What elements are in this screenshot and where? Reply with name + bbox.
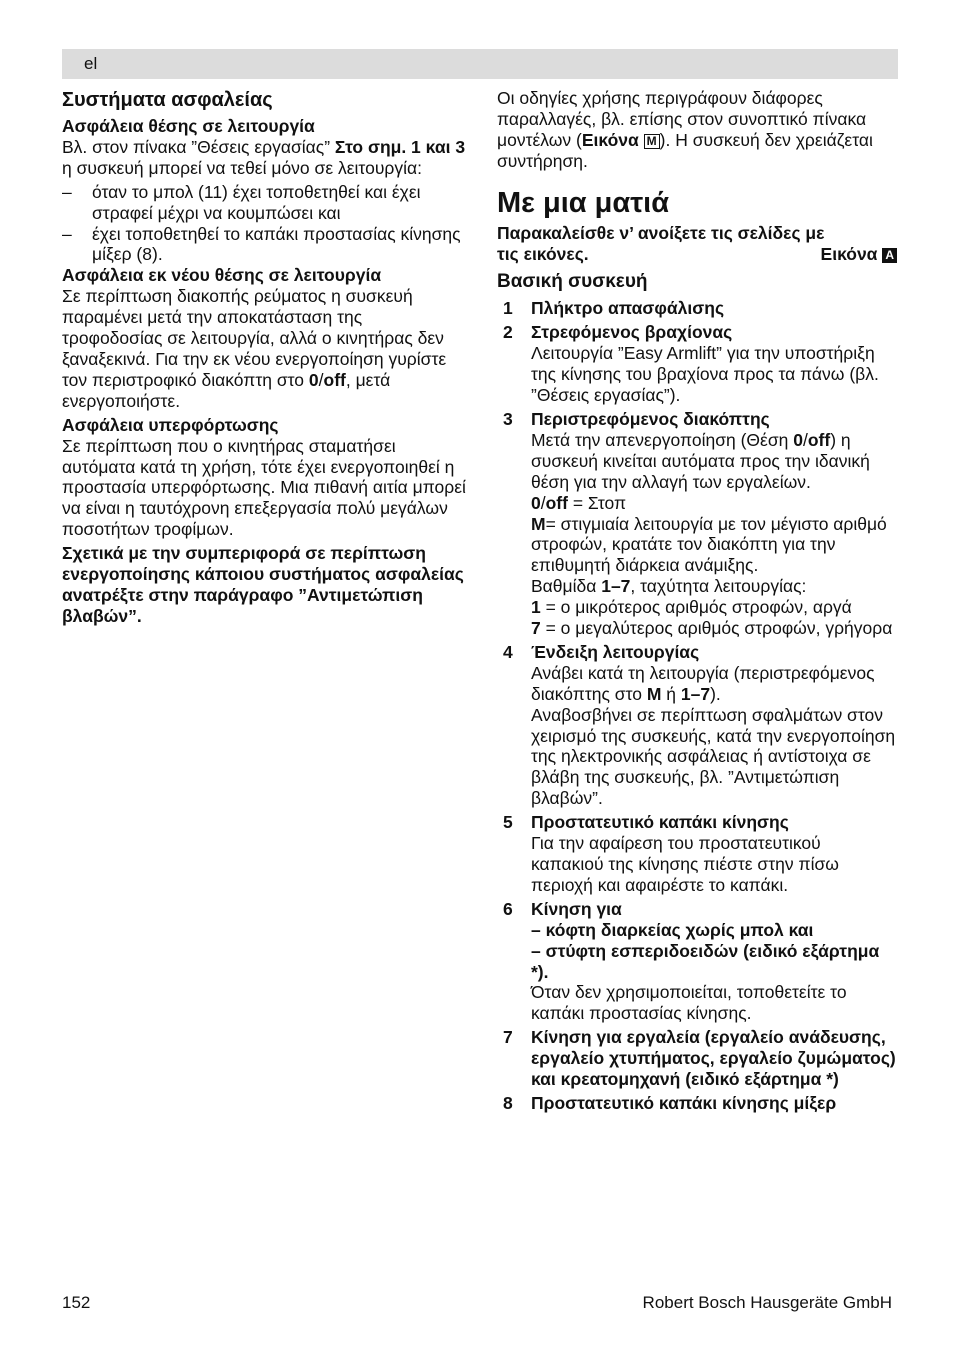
- left-column: [62, 88, 466, 630]
- list-item: 6 Κίνηση για – κόφτη διαρκείας χωρίς μπολ και – στύφτη εσπεριδοειδών (ειδικό εξάρτημα *). Όταν δεν χρησιμοποιείται, τοποθετείτε το καπάκι προστασίας κίνησης.: [503, 898, 880, 1024]
- list-item: 8 Προστατευτικό καπάκι κίνησης μίξερ: [503, 1092, 837, 1113]
- safety-systems-title: Συστήματα ασφαλείας: [62, 89, 273, 111]
- troubleshooting-note: Σχετικά με την συμπεριφορά σε περίπτωση ενεργοποίησης κάποιου συστήματος ασφαλείας ανατρέξτε στην παράγραφο ”Αντιμετώπιση βλαβών”.: [62, 543, 464, 626]
- open-pages-note: Παρακαλείσθε ν’ ανοίξετε τις σελίδες με τις εικόνες. Εικόνα A: [497, 223, 897, 265]
- list-item: 7 Κίνηση για εργαλεία (εργαλείο ανάδευσης, εργαλείο χτυπήματος, εργαλείο ζυμώματος) και κρεατομηχανή (ειδικό εξάρτημα *): [503, 1027, 896, 1090]
- restart-lock-heading: Ασφάλεια εκ νέου θέσης σε λειτουργία: [62, 265, 382, 286]
- page-number: 152: [62, 1293, 91, 1312]
- operation-lock-text: Βλ. στον πίνακα ”Θέσεις εργασίας” Στο σημ. 1 και 3 η συσκευή μπορεί να τεθεί μόνο σε λειτουργία:: [62, 136, 466, 178]
- list-item: 2 Στρεφόμενος βραχίονας Λειτουργία ”Easy Armlift” για την υποστήριξη της κίνησης του βραχίονα προς τα πάνω (βλ. ”Θέσεις εργασίας”).: [503, 322, 879, 406]
- list-item: 3 Περιστρεφόμενος διακόπτης Μετά την απενεργοποίηση (Θέση 0/off) η συσκευή κινείται αυτόματα προς την ιδανική θέση για την αλλαγή των εργαλείων. 0/off = Στοπ M= στιγμιαία λειτουργία με τον μέγιστο αριθμό στροφών, κρατάτε τον διακόπτη για την επιθυμητή διάρκεια ανάμιξης. Βαθμίδα 1–7, ταχύτητα λειτουργίας: 1 = ο μικρότερος αριθμός στροφών, αργά 7 = ο μεγαλύτερος αριθμός στροφών, γρήγορα: [503, 408, 893, 639]
- operation-lock-heading: Ασφάλεια θέσης σε λειτουργία: [62, 116, 315, 136]
- at-a-glance-title: Με μια ματιά: [497, 186, 670, 219]
- list-item: 5 Προστατευτικό καπάκι κίνησης Για την αφαίρεση του προστατευτικού καπακιού της κίνησης πιέστε στην πίσω περιοχή και αφαιρέστε το καπάκι.: [503, 812, 839, 895]
- figure-a-icon: A: [882, 248, 897, 263]
- language-bar: [62, 49, 898, 79]
- language-code: el: [84, 54, 98, 73]
- company-name: Robert Bosch Hausgeräte GmbH: [642, 1293, 892, 1312]
- condition-cover: – έχει τοποθετηθεί το καπάκι προστασίας κίνησης μίξερ (8).: [62, 224, 466, 266]
- list-item: 4 Ένδειξη λειτουργίας Ανάβει κατά τη λειτουργία (περιστρεφόμενος διακόπτης στο M ή 1–7). Αναβοσβήνει σε περίπτωση σφαλμάτων στον χειρισμό της συσκευής, κατά την ενεργοποίηση της ηλεκτρονικής ασφάλειας ή αντίστοιχα σε βλάβη της συσκευής, βλ. ”Αντιμετώπιση βλαβών”.: [503, 641, 896, 809]
- overload-heading: Ασφάλεια υπερφόρτωσης: [62, 414, 279, 435]
- restart-lock-text: Σε περίπτωση διακοπής ρεύματος η συσκευή παραμένει μετά την αποκατάσταση της τροφοδοσίας σε λειτουργία, αλλά ο κινητήρας δεν ξαναξεκινά. Για την εκ νέου ενεργοποίηση γυρίστε τον περιστροφικό διακόπτη στο 0/off, μετά ενεργοποιήστε.: [62, 286, 447, 411]
- parts-list: [497, 298, 897, 1113]
- overload-text: Σε περίπτωση που ο κινητήρας σταματήσει αυτόματα κατά τη χρήση, τότε έχει ενεργοποιηθεί η προστασία υπερφόρτωσης. Μια πιθανή αιτία μπορεί να είναι η ταυτόχρονη επεξεργασία πολύ μεγάλων ποσοτήτων τροφίμων.: [62, 435, 466, 540]
- condition-bowl: – όταν το μπολ (11) έχει τοποθετηθεί και έχει στραφεί μέχρι να κουμπώσει και: [62, 182, 466, 224]
- list-item: 1 Πλήκτρο απασφάλισης: [503, 298, 725, 319]
- intro-text: Οι οδηγίες χρήσης περιγράφουν διάφορες παραλλαγές, βλ. επίσης στον συνοπτικό πίνακα μοντέλων (Εικόνα M ). Η συσκευή δεν χρειάζεται συντήρηση.: [497, 88, 873, 171]
- figure-m-icon: M: [644, 134, 660, 149]
- right-column: [497, 88, 897, 1117]
- basic-unit-heading: Βασική συσκευή: [497, 271, 648, 293]
